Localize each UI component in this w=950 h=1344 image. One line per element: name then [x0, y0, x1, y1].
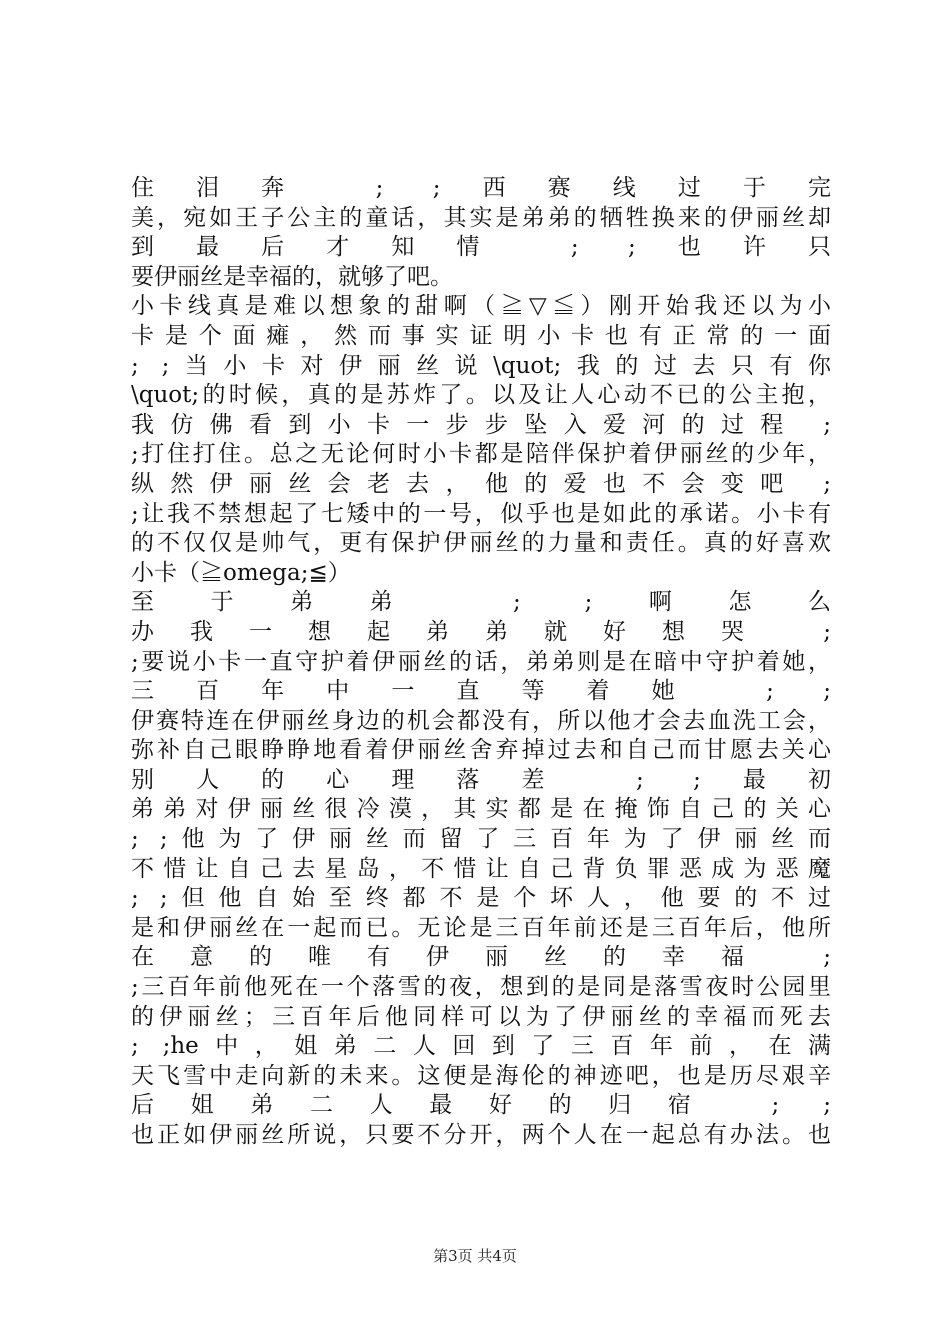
text-line: 三百年中一直等着她 ; ;	[131, 678, 831, 705]
text-line: 的伊丽丝；三百年后他同样可以为了伊丽丝的幸福而死去	[131, 1003, 831, 1030]
text-line: 到最后才知情 ; ;也许只	[131, 234, 831, 261]
text-line: 卡是个面瘫，然而事实证明小卡也有正常的一面	[131, 322, 831, 349]
text-line: 要伊丽丝是幸福的，就够了吧。	[131, 263, 453, 290]
text-line: 后姐弟二人最好的归宿 ; ;	[131, 1092, 831, 1119]
text-line: ; ;he中，姐弟二人回到了三百年前，在满	[131, 1033, 831, 1060]
text-line: 在意的唯有伊丽丝的幸福 ;	[131, 944, 831, 971]
text-line: ;打住打住。总之无论何时小卡都是陪伴保护着伊丽丝的少年，	[131, 441, 831, 468]
text-line: 是和伊丽丝在一起而已。无论是三百年前还是三百年后，他所	[131, 914, 831, 941]
text-line: ; ;他为了伊丽丝而留了三百年为了伊丽丝而	[131, 826, 831, 853]
text-line: 伊赛特连在伊丽丝身边的机会都没有，所以他才会去血洗工会，	[131, 707, 831, 734]
text-line: ;让我不禁想起了七矮中的一号，似乎也是如此的承诺。小卡有	[131, 500, 831, 527]
text-line: 弥补自己眼睁睁地看着伊丽丝舍弃掉过去和自己而甘愿去关心	[131, 737, 831, 764]
text-line: ; ;当小卡对伊丽丝说\quot;我的过去只有你	[131, 352, 831, 379]
text-line: 不惜让自己去星岛，不惜让自己背负罪恶成为恶魔	[131, 855, 831, 882]
body-text	[131, 174, 831, 1151]
text-line: 纵然伊丽丝会老去，他的爱也不会变吧 ;	[131, 470, 831, 497]
text-line: 小卡线真是难以想象的甜啊（≧▽≦）刚开始我还以为小	[131, 293, 831, 320]
text-line: \quot;的时候，真的是苏炸了。以及让人心动不已的公主抱，	[131, 382, 831, 409]
text-line: 小卡（≧omega;≦）	[131, 559, 351, 586]
text-line: 弟弟对伊丽丝很冷漠，其实都是在掩饰自己的关心	[131, 796, 831, 823]
text-line: 别人的心理落差 ; ;最初	[131, 766, 831, 793]
text-line: 我仿佛看到小卡一步步坠入爱河的过程 ;	[131, 411, 831, 438]
text-line: 至于弟弟 ; ;啊怎么	[131, 589, 831, 616]
text-line: ;三百年前他死在一个落雪的夜，想到的是同是落雪夜时公园里	[131, 974, 831, 1001]
text-line: 的不仅仅是帅气，更有保护伊丽丝的力量和责任。真的好喜欢	[131, 530, 831, 557]
text-line: 办我一想起弟弟就好想哭 ;	[131, 618, 831, 645]
text-line: ; ;但他自始至终都不是个坏人，他要的不过	[131, 885, 831, 912]
text-line: 美，宛如王子公主的童话，其实是弟弟的牺牲换来的伊丽丝却	[131, 204, 831, 231]
page-footer: 第3页 共4页	[433, 1247, 517, 1265]
text-line: 住泪奔 ; ;西赛线过于完	[131, 175, 831, 201]
text-line: ;要说小卡一直守护着伊丽丝的话，弟弟则是在暗中守护着她，	[131, 648, 831, 675]
text-line: 天飞雪中走向新的未来。这便是海伦的神迹吧，也是历尽艰辛	[131, 1062, 831, 1089]
text-line: 也正如伊丽丝所说，只要不分开，两个人在一起总有办法。也	[131, 1122, 831, 1148]
